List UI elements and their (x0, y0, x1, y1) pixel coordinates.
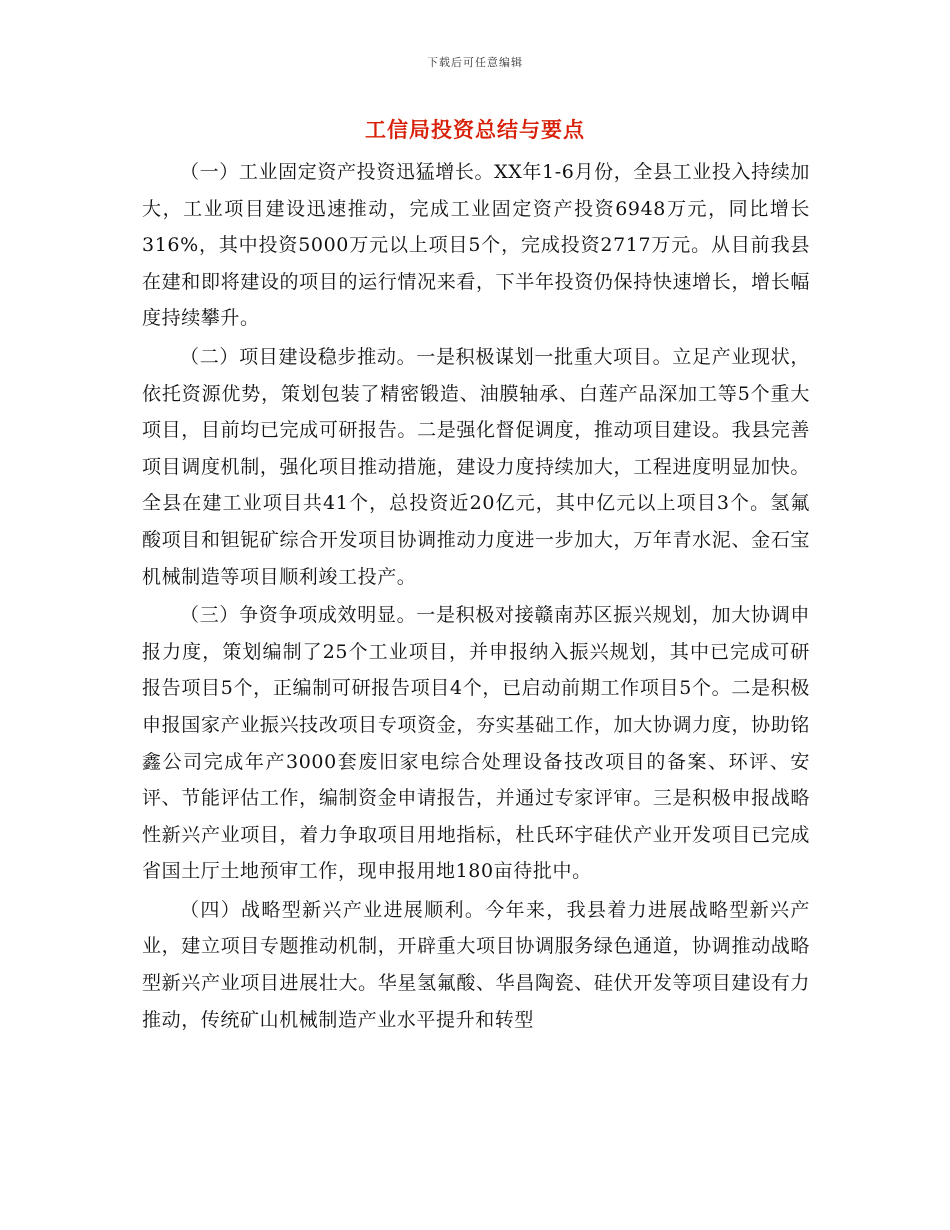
document-title: 工信局投资总结与要点 (365, 117, 585, 142)
paragraph-4: （四）战略型新兴产业进展顺利。今年来，我县着力进展战略型新兴产业，建立项目专题推动机制，开辟重大项目协调服务绿色通道，协调推动战略型新兴产业项目进展壮大。华星氢氟酸、华昌陶瓷、硅伏开发等项目建设有力推动，传统矿山机械制造产业水平提升和转型 (142, 898, 810, 1031)
paragraph-3: （三）争资争项成效明显。一是积极对接赣南苏区振兴规划，加大协调申报力度，策划编制了25个工业项目，并申报纳入振兴规划，其中已完成可研报告项目5个，正编制可研报告项目4个，已启动前期工作项目5个。二是积极申报国家产业振兴技改项目专项资金，夯实基础工作，加大协调力度，协助铭鑫公司完成年产3000套废旧家电综合处理设备技改项目的备案、环评、安评、节能评估工作，编制资金申请报告，并通过专家评审。三是积极申报战略性新兴产业项目，着力争取项目用地指标，杜氏环宇硅伏产业开发项目已完成省国土厅土地预审工作，现申报用地180亩待批中。 (142, 604, 810, 883)
paragraph-1: （一）工业固定资产投资迅猛增长。XX年1-6月份，全县工业投入持续加大，工业项目建设迅速推动，完成工业固定资产投资6948万元，同比增长316%，其中投资5000万元以上项目5个，完成投资2717万元。从目前我县在建和即将建设的项目的运行情况来看，下半年投资仍保持快速增长，增长幅度持续攀升。 (142, 161, 810, 330)
document-body (142, 154, 810, 1040)
paragraph-2: （二）项目建设稳步推动。一是积极谋划一批重大项目。立足产业现状，依托资源优势，策划包装了精密锻造、油膜轴承、白莲产品深加工等5个重大项目，目前均已完成可研报告。二是强化督促调度，推动项目建设。我县完善项目调度机制，强化项目推动措施，建设力度持续加大，工程进度明显加快。全县在建工业项目共41个，总投资近20亿元，其中亿元以上项目3个。氢氟酸项目和钽铌矿综合开发项目协调推动力度进一步加大，万年青水泥、金石宝机械制造等项目顺利竣工投产。 (142, 345, 810, 588)
header-note: 下载后可任意编辑 (427, 56, 523, 69)
